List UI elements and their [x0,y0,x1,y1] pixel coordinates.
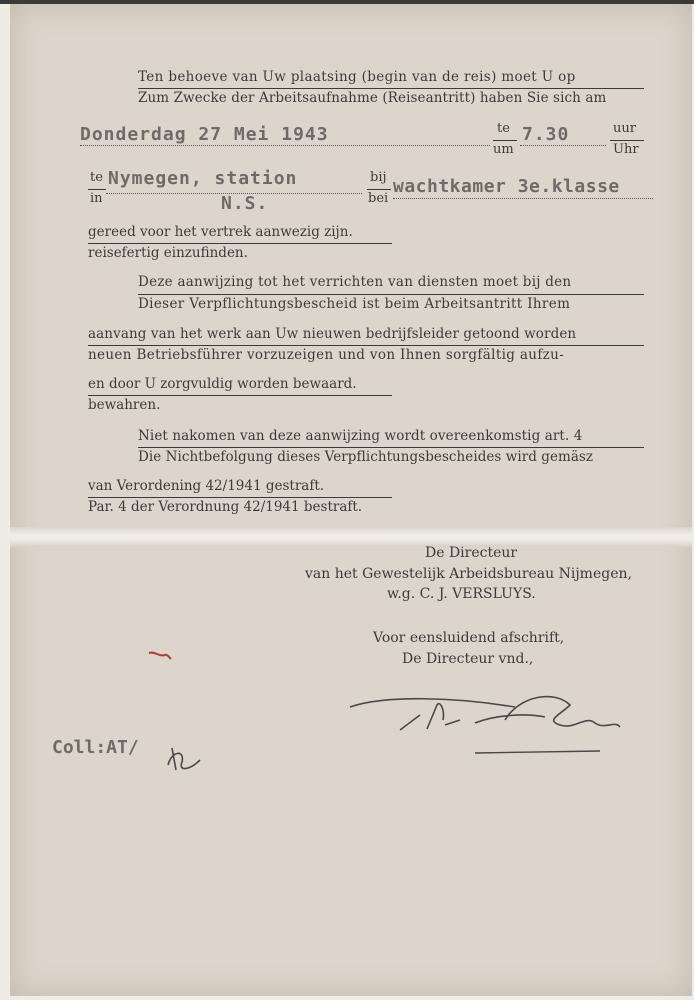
te-label-1: te [497,121,510,136]
director-title: De Directeur [425,545,518,561]
block3-de-1: Die Nichtbefolgung dieses Verpflichtungsbescheides wird gemäsz [138,449,594,465]
location-dotted-line [393,198,653,199]
time-dotted-line [520,145,606,146]
typed-time: 7.30 [522,124,570,145]
um-label: um [493,142,514,157]
uhr-label: Uhr [613,142,639,157]
te-in-rule [88,189,106,190]
ready-de: reisefertig einzufinden. [88,245,248,261]
block3-nl-2: van Verordening 42/1941 gestraft. [88,478,325,494]
te-um-rule [493,140,517,141]
collection-stamp: Coll:AT/ [52,737,139,758]
typed-location: wachtkamer 3e.klasse [393,176,620,197]
uur-label: uur [613,121,636,136]
block2-rule-2 [88,345,644,346]
ready-nl: gereed voor het vertrek aanwezig zijn. [88,224,353,240]
bij-bei-rule [367,189,391,190]
handwritten-signature [345,685,645,765]
block2-nl-2: aanvang van het werk aan Uw nieuwen bedrijfsleider getoond worden [88,326,577,342]
date-dotted-line [80,145,490,146]
block3-rule-1 [138,447,644,448]
red-pencil-mark [145,645,175,665]
typed-place-1: Nymegen, station [108,168,298,189]
true-copy-line: Voor eensluidend afschrift, [373,630,565,646]
in-label: in [90,191,103,206]
ready-rule [88,243,392,244]
bij-label: bij [370,170,387,185]
acting-director: De Directeur vnd., [402,651,534,667]
signed-by: w.g. C. J. VERSLUYS. [387,586,536,602]
bei-label: bei [368,191,389,206]
uur-uhr-rule [610,140,644,141]
rule-1 [138,88,644,89]
block3-nl-1: Niet nakomen van deze aanwijzing wordt overeenkomstig art. 4 [138,428,583,444]
block2-de-3: bewahren. [88,397,161,413]
block2-nl-3: en door U zorgvuldig worden bewaard. [88,376,357,392]
block3-rule-2 [88,497,392,498]
bureau-name: van het Gewestelijk Arbeidsbureau Nijmegen, [305,566,632,582]
place-dotted-line [106,193,362,194]
block2-de-2: neuen Betriebsführer vorzuzeigen und von Ihnen sorgfältig aufzu- [88,347,565,363]
block2-rule-1 [138,294,644,295]
te-label-2: te [90,170,103,185]
nl-line-1: Ten behoeve van Uw plaatsing (begin van de reis) moet U op [138,69,576,85]
handwritten-initial [160,740,210,780]
typed-date: Donderdag 27 Mei 1943 [80,124,329,145]
block2-nl-1: Deze aanwijzing tot het verrichten van diensten moet bij den [138,274,572,290]
block3-de-2: Par. 4 der Verordnung 42/1941 bestraft. [88,499,363,515]
typed-place-2: N.S. [221,193,269,214]
block2-de-1: Dieser Verpflichtungsbescheid ist beim Arbeitsantritt Ihrem [138,296,571,312]
paper-fold [10,527,692,547]
block2-rule-3 [88,395,392,396]
de-line-1: Zum Zwecke der Arbeitsaufnahme (Reiseantritt) haben Sie sich am [138,90,607,106]
